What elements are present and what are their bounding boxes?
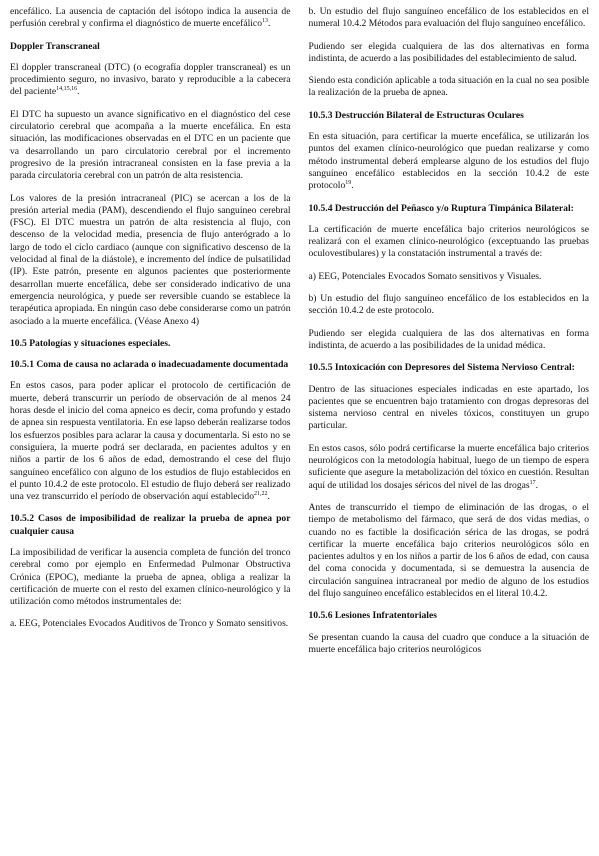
paragraph-10-5-5-b: En estos casos, sólo podrá certificarse la muerte encefálica bajo criterios neurológicos con la metodología habitual, luego de un tiempo de espera suficiente que asegure la metabolización del tóxico en cuestión. Resultan aquí de utilidad los dosajes séricos del nivel de las drogas$^{17}$. (308, 442, 589, 491)
paragraph-10-5-2-item-a: a. EEG, Potenciales Evocados Auditivos de Tronco y Somato sensitivos. (10, 618, 289, 630)
paragraph-10-5-4-item-a: a) EEG, Potenciales Evocados Somato sensitivos y Visuales. (308, 270, 542, 282)
footnote-ref: 14,15,16 (56, 86, 78, 93)
heading-10-5-2: 10.5.2 Casos de imposibilidad de realizar la prueba de apnea por cualquier causa (10, 513, 291, 537)
paragraph-intro: encefálico. La ausencia de captación del isótopo indica la ausencia de perfusión cerebral y confirma el diagnóstico de muerte encefálico$^{13}$. (10, 6, 291, 30)
heading-10-5-5: 10.5.5 Intoxicación con Depresores del Sistema Nervioso Central: (308, 362, 575, 374)
paragraph-condicion: Siendo esta condición aplicable a toda situación en la cual no sea posible la realización de la prueba de apnea. (308, 75, 589, 99)
paragraph-10-5-4: La certificación de muerte encefálica bajo criterios neurológicos se realizará con el examen clínico-neurológico (exceptuando las pruebas oculovestibulares) y la constatación instrumental a través de: (308, 223, 589, 260)
paragraph-10-5-2: La imposibilidad de verificar la ausencia completa de función del tronco cerebral como por ejemplo en Enfermedad Pulmonar Obstructiva Crónica (EPOC), mediante la prueba de apnea, obliga a realizar la certificación de muerte con el resto del examen clínico-neurológico y la utilización como métodos instrumentales de: (10, 546, 291, 608)
paragraph-10-5-5-c: Antes de transcurrido el tiempo de eliminación de las drogas, o el tiempo de metabolismo del fármaco, que será de dos vidas medias, o cuando no es factible la dosificación sérica de las drogas, se podrá certificar la muerte encefálica bajo criterios neurológicos sólo en pacientes adultos y en los niños a partir de los 6 años de edad, con causa del coma conocida y documentada, si se demuestra la ausencia de circulación sanguínea intracraneal por medio de alguno de los estudios del flujo sanguíneo encefálico establecidos en el literal 10.4.2. (308, 501, 589, 599)
paragraph-10-5-5-a: Dentro de las situaciones especiales indicadas en este apartado, los pacientes que se encuentren bajo tratamiento con drogas depresoras del sistema nervioso central en niveles tóxicos, constituyen un grupo particular. (308, 383, 589, 432)
heading-10-5-4: 10.5.4 Destrucción del Peñasco y/o Ruptura Timpánica Bilateral: (308, 202, 574, 214)
paragraph-10-5-3: En esta situación, para certificar la muerte encefálica, se utilizarán los puntos del examen clínico-neurológico que puedan realizarse y como método instrumental deberá emplearse alguno de los estudios del flujo sanguíneo encefálico establecidos en la sección 10.4.2 de este protocolo$^{19}$. (308, 131, 589, 192)
footnote-ref: 21,22 (254, 490, 268, 497)
heading-10-5-3: 10.5.3 Destrucción Bilateral de Estructuras Oculares (308, 109, 524, 121)
left-column (10, 6, 291, 856)
paragraph-item-b: b. Un estudio del flujo sanguíneo encefálico de los establecidos en el numeral 10.4.2 Métodos para evaluación del flujo sanguíneo encefálico. (308, 6, 589, 30)
footnote-ref: 17 (529, 479, 536, 486)
footnote-ref: 19 (345, 180, 352, 187)
paragraph-10-5-4-alternativas: Pudiendo ser elegida cualquiera de las dos alternativas en forma indistinta, de acuerdo a las posibilidades de la unidad médica. (308, 327, 589, 351)
paragraph-10-5-6: Se presentan cuando la causa del cuadro que conduce a la situación de muerte encefálica bajo criterios neurológicos (308, 631, 589, 655)
paragraph-10-5-4-item-b: b) Un estudio del flujo sanguíneo encefálico de los establecidos en la sección 10.4.2 de este protocolo. (308, 293, 589, 317)
paragraph-doppler-advance: El DTC ha supuesto un avance significativo en el diagnóstico del cese circulatorio cerebral que acompaña a la muerte encefálica. En esta situación, las modificaciones observadas en el DTC en un paciente que va desarrollando un paro circulatorio cerebral por el incremento progresivo de la presión intracraneal consisten en la fase previa a la parada circulatoria cerebral con un patrón de alta resistencia. (10, 108, 291, 182)
paragraph-alternativas: Pudiendo ser elegida cualquiera de las dos alternativas en forma indistinta, de acuerdo a las posibilidades del establecimiento de salud. (308, 40, 589, 64)
heading-10-5-1: 10.5.1 Coma de causa no aclarada o inadecuadamente documentada (10, 359, 289, 371)
paragraph-doppler-definition: El doppler transcraneal (DTC) (o ecografía doppler transcraneal) es un procedimiento seguro, no invasivo, barato y reproducible a la cabecera del paciente$^{14,15,16}$. (10, 61, 291, 98)
paragraph-10-5-1: En estos casos, para poder aplicar el protocolo de certificación de muerte, deberá transcurrir un período de observación de al menos 24 horas desde el inicio del coma apneico es decir, coma profundo y estado de apnea sin respuesta ventilatoria. En ese lapso deberán realizarse todos los esfuerzos posibles para aclarar la causa y documentarla. Si esto no se consiguiera, la muerte podrá ser declarada, en pacientes adultos y en niños a partir de los 6 años de edad, demostrando el cese del flujo sanguíneo encefálico con alguno de los estudios de flujo establecidos en el punto 10.4.2 de este protocolo. El estudio de flujo deberá ser realizado una vez transcurrido el período de observación aquí establecido$^{21,22}$. (10, 380, 291, 503)
right-column (309, 6, 590, 856)
footnote-ref: 13 (262, 18, 268, 25)
heading-10-5: 10.5 Patologías y situaciones especiales. (10, 337, 171, 349)
heading-doppler-transcraneal: Doppler Transcraneal (10, 40, 100, 52)
paragraph-doppler-values: Los valores de la presión intracraneal (PIC) se acercan a los de la presión arterial media (PAM), descendiendo el flujo sanguíneo cerebral (FSC). El DTC muestra un patrón de alta resistencia al flujo, con descenso de la velocidad media, presencia de flujo anterógrado a lo largo de todo el ciclo cardiaco (aunque con significativo descenso de la velocidad al final de la diástole), e incremento del índice de pulsatilidad (IP). Este patrón, presente en algunos pacientes que posteriormente desarrollan muerte encefálica, debe ser considerado indicativo de una emergencia neurológica, y puede ser reversible cuando se establece la terapéutica apropiada. En ningún caso debe considerarse como un patrón asociado a la muerte encefálica. (Véase Anexo 4) (10, 192, 291, 327)
heading-10-5-6: 10.5.6 Lesiones Infratentoriales (308, 610, 437, 622)
